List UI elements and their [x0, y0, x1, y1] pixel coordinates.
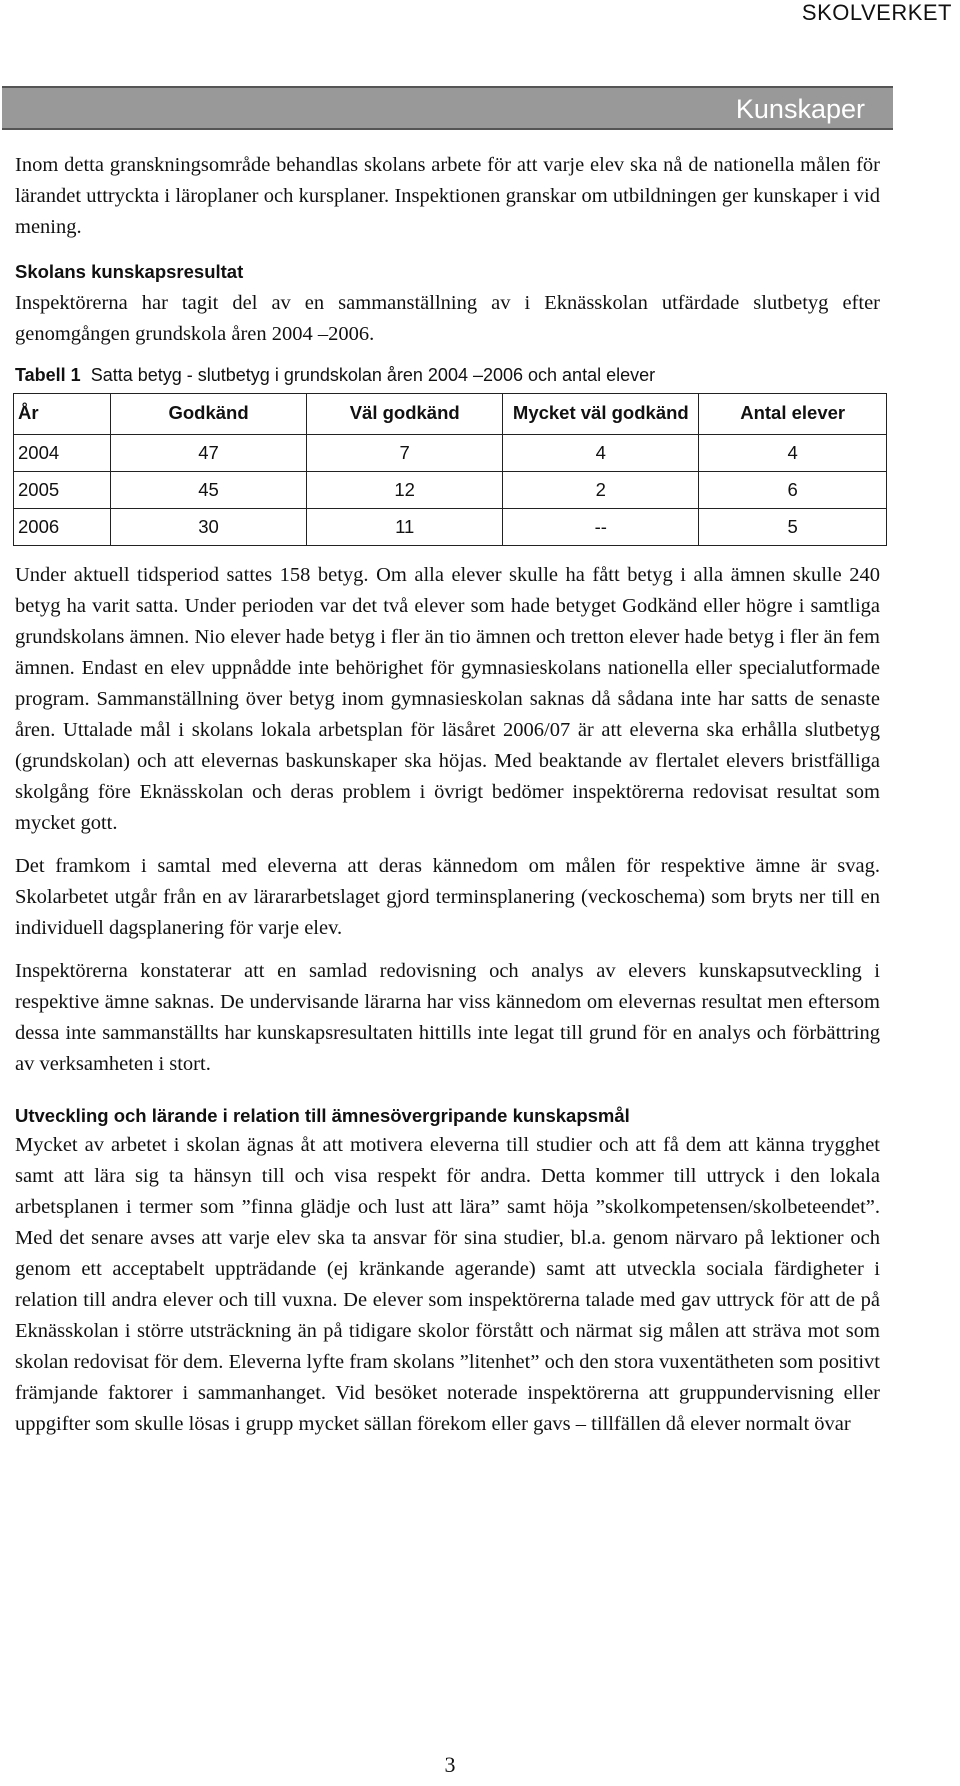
grades-table: [13, 393, 887, 546]
cell-students: 5: [699, 509, 887, 546]
cell-very-well-approved: 4: [503, 435, 699, 472]
column-header-approved: Godkänd: [111, 394, 307, 435]
table-label: Tabell 1: [15, 365, 81, 385]
table-caption-text: Satta betyg - slutbetyg i grundskolan åren 2004 –2006 och antal elever: [90, 365, 656, 385]
table-caption: [15, 363, 880, 387]
results-heading: Skolans kunskapsresultat: [15, 261, 244, 282]
cell-year: 2005: [14, 472, 111, 509]
section-banner: [2, 86, 893, 130]
development-heading: Utveckling och lärande i relation till ämnesövergripande kunskapsmål: [15, 1105, 630, 1126]
cell-approved: 45: [111, 472, 307, 509]
table-row: [14, 435, 887, 472]
body-paragraph: Inspektörerna konstaterar att en samlad redovisning och analys av elevers kunskapsutveckling i respektive ämne saknas. De undervisande lärarna har viss kännedom om elevernas resultat men eftersom dessa inte sammanställts har kunskapsresultaten hittills inte legat till grund för en analys och förbättring av verksamheten i stort.: [15, 960, 880, 1075]
cell-students: 6: [699, 472, 887, 509]
table-row: [14, 509, 887, 546]
cell-year: 2006: [14, 509, 111, 546]
body-paragraph: Det framkom i samtal med eleverna att deras kännedom om målen för respektive ämne är svag. Skolarbetet utgår från en av lärararbetslaget gjord terminsplanering (veckoschema) som bryts ner till en individuell dagsplanering för varje elev.: [15, 855, 880, 939]
intro-paragraph: Inom detta granskningsområde behandlas skolans arbete för att varje elev ska nå de nationella målen för lärandet uttryckta i läroplaner och kursplaner. Inspektionen granskar om utbildningen ger kunskaper i vid mening.: [15, 154, 880, 238]
body-paragraph: Under aktuell tidsperiod sattes 158 betyg. Om alla elever skulle ha fått betyg i alla ämnen skulle 240 betyg ha varit satta. Under perioden var det två elever som hade betyget Godkänd eller högre i samtliga grundskolans ämnen. Nio elever hade betyg i fler än tio ämnen och tretton elever hade betyg i fler än fem ämnen. Endast en elev uppnådde inte behörighet för gymnasieskolans nationella eller specialutformade program. Sammanställning över betyg inom gymnasieskolan saknas då sådana inte har satts de senaste åren. Uttalade mål i skolans lokala arbetsplan för läsåret 2006/07 är att eleverna ska erhålla slutbetyg (grundskolan) och att elevernas baskunskaper ska höjas. Med beaktande av flertalet elevers bristfälliga skolgång före Eknässkolan och deras problem i övrigt bedömer inspektörerna redovisat resultat som mycket gott.: [15, 564, 880, 834]
cell-students: 4: [699, 435, 887, 472]
cell-very-well-approved: --: [503, 509, 699, 546]
column-header-year: År: [14, 394, 111, 435]
cell-well-approved: 12: [307, 472, 503, 509]
cell-well-approved: 7: [307, 435, 503, 472]
organization-name: SKOLVERKET: [801, 0, 952, 25]
cell-very-well-approved: 2: [503, 472, 699, 509]
column-header-students: Antal elever: [699, 394, 887, 435]
page-number: 3: [444, 1752, 456, 1777]
column-header-well-approved: Väl godkänd: [307, 394, 503, 435]
cell-well-approved: 11: [307, 509, 503, 546]
column-header-very-well-approved: Mycket väl godkänd: [503, 394, 699, 435]
cell-approved: 47: [111, 435, 307, 472]
development-paragraph: Mycket av arbetet i skolan ägnas åt att motivera eleverna till studier och att få dem att känna trygghet samt att lära sig ta hänsyn till och visa respekt för andra. Detta kommer till uttryck i den lokala arbetsplanen i termer som ”finna glädje och lust att lära” samt höja ”skolkompetensen/skolbeteendet”. Med det senare avses att varje elev ska ta ansvar för sina studier, bl.a. genom närvaro på lektioner och genom ett acceptabelt uppträdande (ej kränkande agerande) samt att utveckla sociala färdigheter i relation till andra elever och till vuxna. De elever som inspektörerna talade med gav uttryck för att de på Eknässkolan i större utsträckning än på tidigare skolor förstått och närmat sig målen att sträva mot som skolan redovisat för dem. Eleverna lyfte fram skolans ”litenhet” och den stora vuxentätheten som positivt främjande faktorer i sammanhanget. Vid besöket noterade inspektörerna att gruppundervisning eller uppgifter som skulle lösas i grupp mycket sällan förekom eller gavs – tillfällen då elever normalt övar: [15, 1134, 880, 1435]
section-title: Kunskaper: [735, 94, 865, 124]
cell-year: 2004: [14, 435, 111, 472]
table-row: [14, 472, 887, 509]
cell-approved: 30: [111, 509, 307, 546]
page-content: [15, 150, 880, 1440]
results-paragraph: Inspektörerna har tagit del av en sammanställning av i Eknässkolan utfärdade slutbetyg efter genomgången grundskola åren 2004 –2006.: [15, 292, 880, 345]
table-header-row: [14, 394, 887, 435]
